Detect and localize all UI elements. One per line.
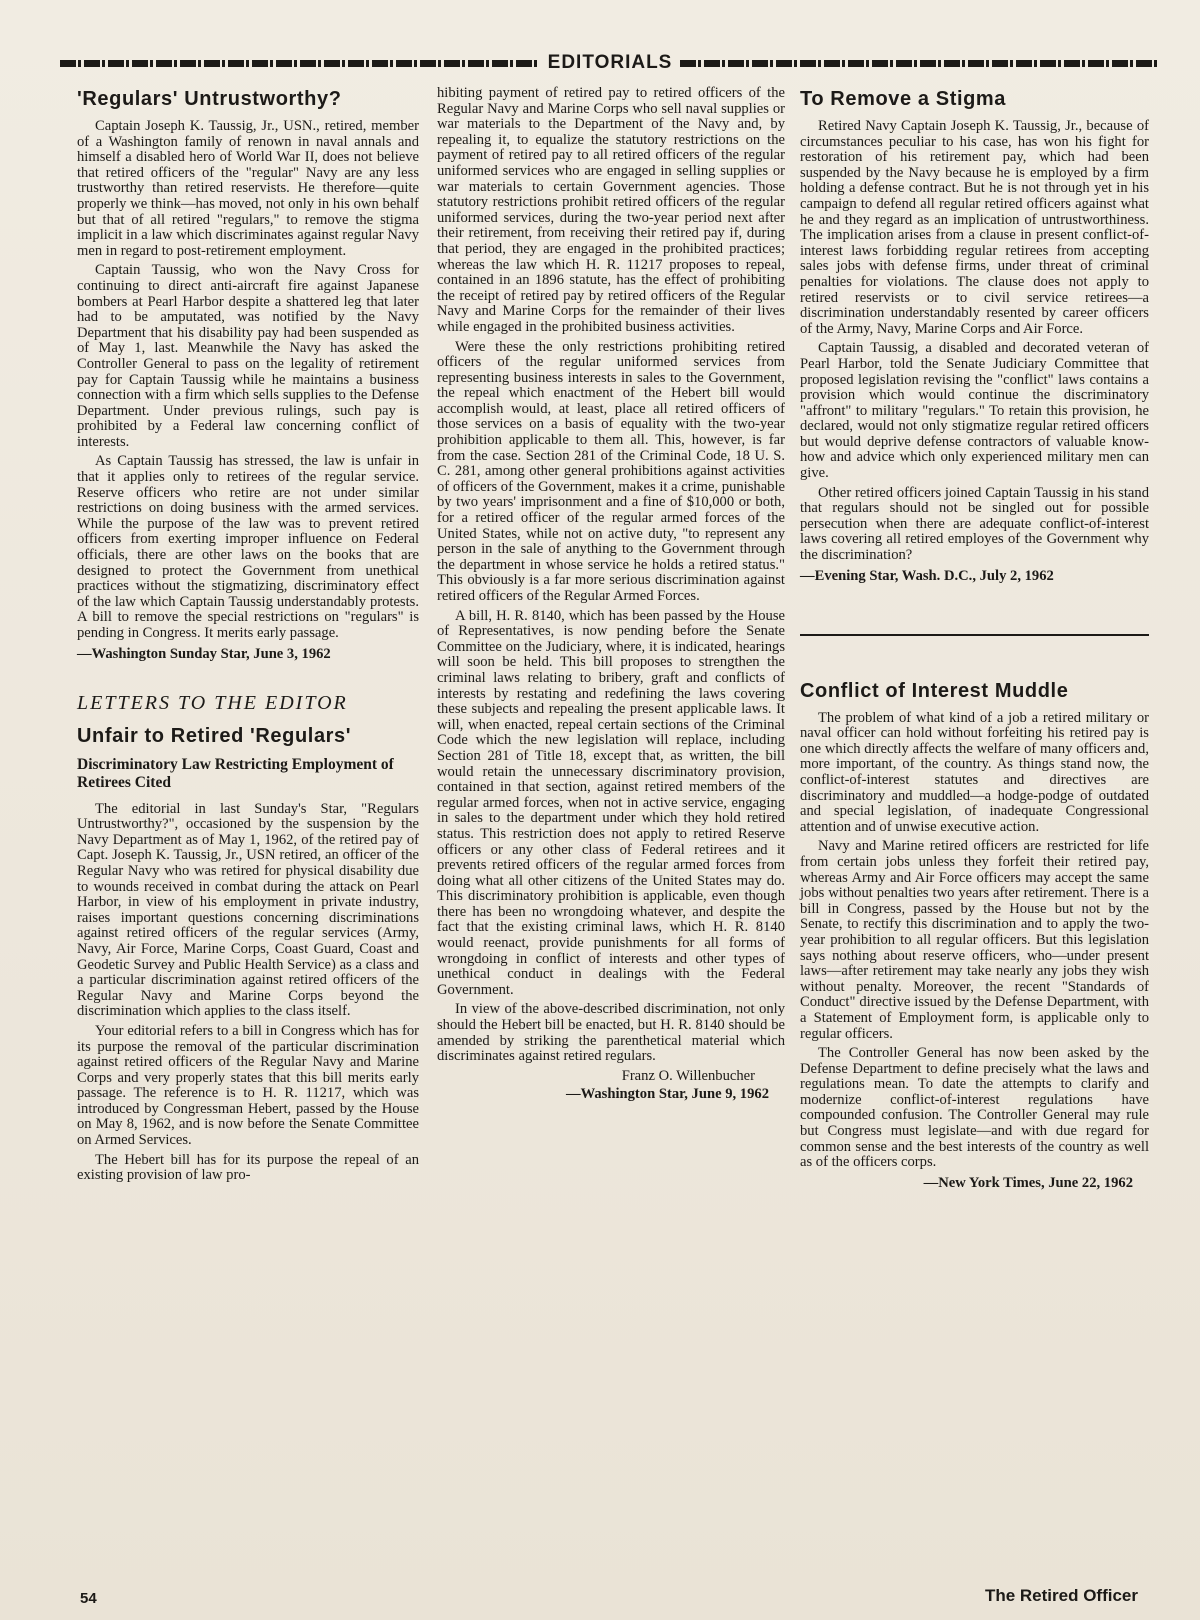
column-3 [800,86,1149,1191]
paragraph: Were these the only restrictions prohibiting retired officers of the regular uniformed services from representing business interests in sales to the Government, the repeal which enactment of the Hebert bill would accomplish would, at least, place all retired officers of those services on a basis of equality with the two-year prohibition applicable to them all. This, however, is far from the case. Section 281 of the Criminal Code, 18 U. S. C. 281, among other general prohibitions against activities of officers of the Government, makes it a crime, punishable by two years' imprisonment and a fine of $10,000 or both, for a retired officer of the regular armed forces of the United States, while not on active duty, "to represent any person in the sale of anything to the Government through the department in whose service he holds a retired status." This obviously is a far more serious discrimination against retired officers of the Regular Armed Forces. [437,338,785,604]
paragraph: Your editorial refers to a bill in Congress which has for its purpose the removal of the particular discrimination against retired officers of the Regular Navy and Marine Corps and very properly states that this bill merits early passage. The reference is to H. R. 11217, which was introduced by Congressman Hebert, passed by the House on May 8, 1962, and is now before the Senate Committee on Armed Services. [77,1022,419,1149]
masthead-rule-left [60,60,540,67]
headline-to-remove-a-stigma: To Remove a Stigma [800,88,1007,110]
masthead-rule-right [680,60,1160,67]
paragraph: Other retired officers joined Captain Taussig in his stand that regulars should not be singled out for possible persecution when there are adequate conflict-of-interest laws covering all retired employes of the Government why the discrimination? [800,484,1149,564]
letter-signer: Franz O. Willenbucher [621,1067,755,1084]
headline-regulars-untrustworthy: 'Regulars' Untrustworthy? [77,88,342,110]
letters-to-the-editor-title: LETTERS TO THE EDITOR [77,691,348,714]
headline-conflict-of-interest-muddle: Conflict of Interest Muddle [800,679,1069,702]
section-divider [800,634,1149,636]
paragraph: The Controller General has now been asked by the Defense Department to define precisely what the laws and regulations mean. To date the attempts to clarify and modernize conflict-of-interest regulations have compounded confusion. The Controller General may rule but Congress must legislate—and with due regard for common sense and the best interests of the country as well as of the officers corps. [800,1045,1149,1171]
paragraph: As Captain Taussig has stressed, the law is unfair in that it applies only to retirees of the regular service. Reserve officers who retire are not under similar restrictions on doing business with the armed services. While the purpose of the law was to prevent retired officers from exerting improper influence on Federal officials, there are other laws on the books that are designed to protect the Government from unethical practices without the stigmatizing, discriminatory effect of the law which Captain Taussig understandably protests. A bill to remove the special restrictions on "regulars" is pending in Congress. It merits early passage. [77,453,419,641]
paragraph: Captain Taussig, who won the Navy Cross for continuing to direct anti-aircraft fire against Japanese bombers at Pearl Harbor despite a shattered leg that later had to be amputated, was notified by the Navy Department that his disability pay had been suspended as of May 1, last. Meanwhile the Navy has asked the Controller General to pass on the legality of retirement pay for Captain Taussig while he maintains a business connection with a firm which sells supplies to the Defense Department. Under previous rulings, such pay is prohibited by a Federal law concerning conflict of interests. [77,262,419,450]
paragraph: Captain Taussig, a disabled and decorated veteran of Pearl Harbor, told the Senate Judiciary Committee that proposed legislation revising the "conflict" laws contains a provision which would continue the discriminatory "affront" to military "regulars." To retain this provision, he declared, would not only stigmatize regular retired officers but would deprive defense contractors of valuable know-how and advice which only experienced military men can give. [800,340,1149,482]
page-number: 54 [80,1590,97,1607]
column-2 [437,86,785,1102]
source-credit: —Washington Sunday Star, June 3, 1962 [77,645,331,662]
source-credit: —New York Times, June 22, 1962 [923,1174,1133,1191]
source-credit: —Washington Star, June 9, 1962 [565,1085,769,1102]
paragraph: The Hebert bill has for its purpose the repeal of an existing provision of law pro- [77,1151,419,1184]
masthead-title: EDITORIALS [547,52,673,73]
paragraph: Retired Navy Captain Joseph K. Taussig, Jr., because of circumstances peculiar to his case, has won his fight for restoration of his retirement pay, which had been suspended by the Navy because he is employed by a firm holding a defense contract. But he is not through yet in his campaign to defend all regular retired officers against what he and they regard as an implication of untrustworthiness. The implication arises from a clause in present conflict-of-interest laws forbidding regular retirees from accepting sales jobs with defense firms, under threat of criminal penalties for violations. The clause does not apply to retired reservists or to civil service retirees—a discrimination understandably resented by career officers of the Army, Navy, Marine Corps and Air Force. [800,118,1149,337]
source-credit: —Evening Star, Wash. D.C., July 2, 1962 [800,567,1054,584]
headline-unfair-to-retired-regulars: Unfair to Retired 'Regulars' [77,724,352,747]
paragraph: Captain Joseph K. Taussig, Jr., USN., retired, member of a Washington family of renown in naval annals and himself a disabled hero of World War II, does not believe that retired officers of the "regular" Navy are any less trustworthy than retired reservists. He therefore—quite properly we think—has moved, not only in his own behalf but that of all retired "regulars," to remove the stigma implicit in a law which discriminates against regular Navy men in regard to post-retirement employment. [77,118,419,259]
paragraph: The editorial in last Sunday's Star, "Regulars Untrustworthy?", occasioned by the suspension by the Navy Department as of May 1, 1962, of the retired pay of Capt. Joseph K. Taussig, Jr., USN retired, an officer of the Regular Navy who was retired for physical disability due to wounds received in combat during the attack on Pearl Harbor, in view of his employment in private industry, raises important questions concerning discriminations against retired officers of the regular services (Army, Navy, Air Force, Marine Corps, Coast Guard, Coast and Geodetic Survey and Public Health Service) as a class and a particular discrimination against retired officers of the Regular Navy and Marine Corps beyond the discrimination which applies to the class itself. [77,800,419,1020]
paragraph: hibiting payment of retired pay to retired officers of the Regular Navy and Marine Corps who sell naval supplies or war materials to the Department of the Navy and, by repealing it, to equalize the statutory restrictions on the payment of retired pay to all retired officers of the regular uniformed services who are engaged in selling supplies or war materials to certain Government agencies. Those statutory restrictions prohibit retired officers of the regular uniformed services, during the two-year period next after their retirement, from receiving their retired pay if, during that period, they are engaged in the prohibited practices; whereas the law which H. R. 11217 proposes to repeal, contained in an 1896 statute, has the effect of prohibiting the receipt of retired pay by retired officers of the Regular Navy and Marine Corps for the remainder of their lives while engaged in the prohibited business activities. [437,85,785,335]
publication-name: The Retired Officer [984,1586,1138,1605]
letter-subheadline: Discriminatory Law Restricting Employment of Retirees Cited [77,755,394,791]
paragraph: The problem of what kind of a job a retired military or naval officer can hold without forfeiting his retired pay is one which directly affects the welfare of many officers and, more important, of the country. As things stand now, the conflict-of-interest statutes and directives are discriminatory and muddled—a hodge-podge of outdated and special legislation, of inadequate Congressional attention and of unwise executive action. [800,709,1149,835]
paragraph: A bill, H. R. 8140, which has been passed by the House of Representatives, is now pending before the Senate Committee on the Judiciary, where, it is indicated, hearings will soon be held. This bill proposes to strengthen the criminal laws relating to bribery, graft and conflicts of interests by restating and redefining the laws covering these subjects and repealing the present applicable laws. It will, when enacted, repeal certain sections of the Criminal Code which the new legislation will replace, including Section 281 of Title 18, except that, as written, the bill would retain the unnecessary discriminatory provision, contained in that section, against retired members of the regular armed forces, when not in active service, engaging in sales to the department under which they hold retired status. This restriction does not apply to retired Reserve officers or any other class of Federal retirees and it prevents retired officers of the regular armed forces from doing what all other citizens of the United States may do. This discriminatory prohibition is applicable, even though there has been no wrongdoing whatever, and despite the fact that the existing criminal laws, which H. R. 8140 would reenact, provide punishments for all forms of wrongdoing in conflict of interests and other types of unethical conduct in dealings with the Federal Government. [437,607,785,998]
editorials-masthead [60,50,1160,76]
paragraph: In view of the above-described discrimination, not only should the Hebert bill be enacted, but H. R. 8140 should be amended by striking the parenthetical material which discriminates against retired regulars. [437,1001,785,1065]
column-1 [77,86,419,1188]
paragraph: Navy and Marine retired officers are restricted for life from certain jobs unless they forfeit their retired pay, whereas Army and Air Force officers may accept the same jobs without penalties two years after retirement. There is a bill in Congress, passed by the House but not by the Senate, to rectify this discrimination and to apply the two-year prohibition to all regular officers. But this legislation says nothing about reserve officers, who—under present laws—after retirement may take nearly any jobs they wish without penalty. Moreover, the recent "Standards of Conduct" directive issued by the Defense Department, with a Statement of Employment form, is applicable only to regular officers. [800,838,1149,1042]
